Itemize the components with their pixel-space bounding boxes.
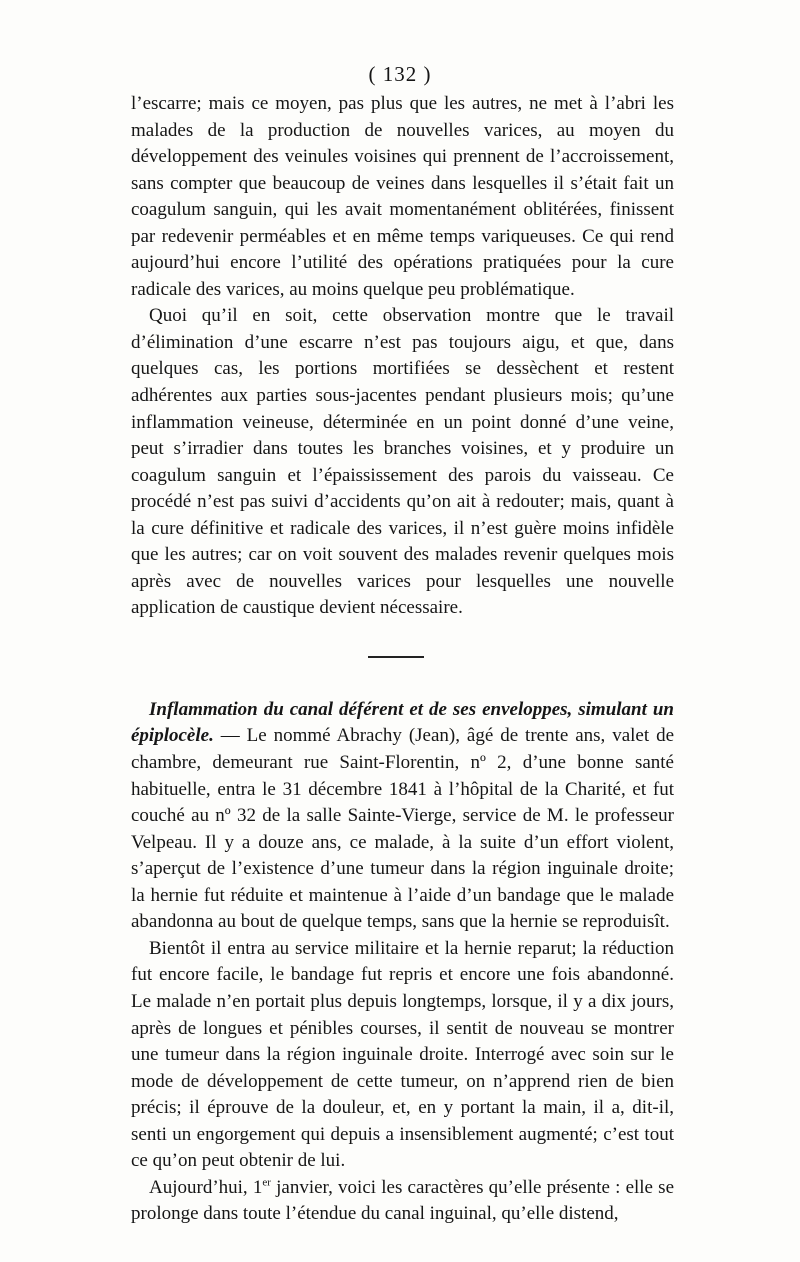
page-number: ( 132 ): [368, 62, 432, 86]
case-paragraph-2: Bientôt il entra au service militaire et la hernie reparut; la réduction fut encore facile, le bandage fut repris et encore une fois abandonné. Le malade n’en portait plus depuis longtemps, lorsque, il y a dix jours, après de longues et pénibles courses, il sentit de nouveau se montrer une tumeur dans la région inguinale droite. Interrogé avec soin sur le mode de développement de cette tumeur, on n’apprend rien de bien précis; il éprouve de la douleur, et, en y portant la main, il a, dit-il, senti un engorgement qui depuis a insensiblement augmenté; c’est tout ce qu’on peut obtenir de lui.: [131, 937, 674, 1172]
page-body: [131, 91, 674, 1228]
case-paragraph-3: [131, 1175, 674, 1228]
case-title: Inflammation du canal déférent et de ses enveloppes, simulant un épiplocèle.: [131, 698, 674, 747]
paragraph-2: Quoi qu’il en soit, cette observation montre que le travail d’élimination d’une escarre n’est pas toujours aigu, et que, dans quelques cas, les portions mortifiées se dessèchent et restent adhérentes aux parties sous-jacentes pendant plusieurs mois; qu’une inflammation veineuse, déterminée en un point donné d’une veine, peut s’irradier dans toutes les branches voisines, et y produire un coagulum sanguin et l’épaississement des parois du vaisseau. Ce procédé n’est pas suivi d’accidents qu’on ait à redouter; mais, quant à la cure définitive et radicale des varices, il n’est guère moins infidèle que les autres; car on voit souvent des malades revenir quelques mois après avec de nouvelles varices pour lesquelles une nouvelle application de caustique devient nécessaire.: [131, 305, 674, 619]
divider-rule: [368, 656, 424, 658]
case-paragraph-3-end: janvier, voici les caractères qu’elle présente : elle se prolonge dans toute l’étendue du canal inguinal, qu’elle distend,: [131, 1176, 675, 1225]
case-intro: — Le nommé Abrachy (Jean), âgé de trente ans, valet de chambre, demeurant rue Saint-Florentin, nº 2, d’une bonne santé habituelle, entra le 31 décembre 1841 à l’hôpital de la Charité, et fut couché au nº 32 de la salle Sainte-Vierge, service de M. le professeur Velpeau. Il y a douze ans, ce malade, à la suite d’un effort violent, s’aperçut de l’existence d’une tumeur dans la région inguinale droite; la hernie fut réduite et maintenue à l’aide d’un bandage que le malade abandonna au bout de quelque temps, sans que la hernie se reproduisît.: [131, 725, 674, 933]
paragraph-1: l’escarre; mais ce moyen, pas plus que les autres, ne met à l’abri les malades de la production de nouvelles varices, au moyen du développement des veinules voisines qui prennent de l’accroissement, sans compter que beaucoup de veines dans lesquelles il s’était fait un coagulum sanguin, qui les avait momentanément oblitérées, finissent par redevenir perméables et en même temps variqueuses. Ce qui rend aujourd’hui encore l’utilité des opérations pratiquées pour la cure radicale des varices, au moins quelque peu problématique.: [131, 93, 674, 300]
case-paragraph-1: [131, 697, 674, 936]
case-paragraph-3-start: Aujourd’hui, 1: [149, 1176, 263, 1198]
ordinal-superscript: er: [262, 1176, 271, 1189]
section-divider: [131, 622, 674, 697]
